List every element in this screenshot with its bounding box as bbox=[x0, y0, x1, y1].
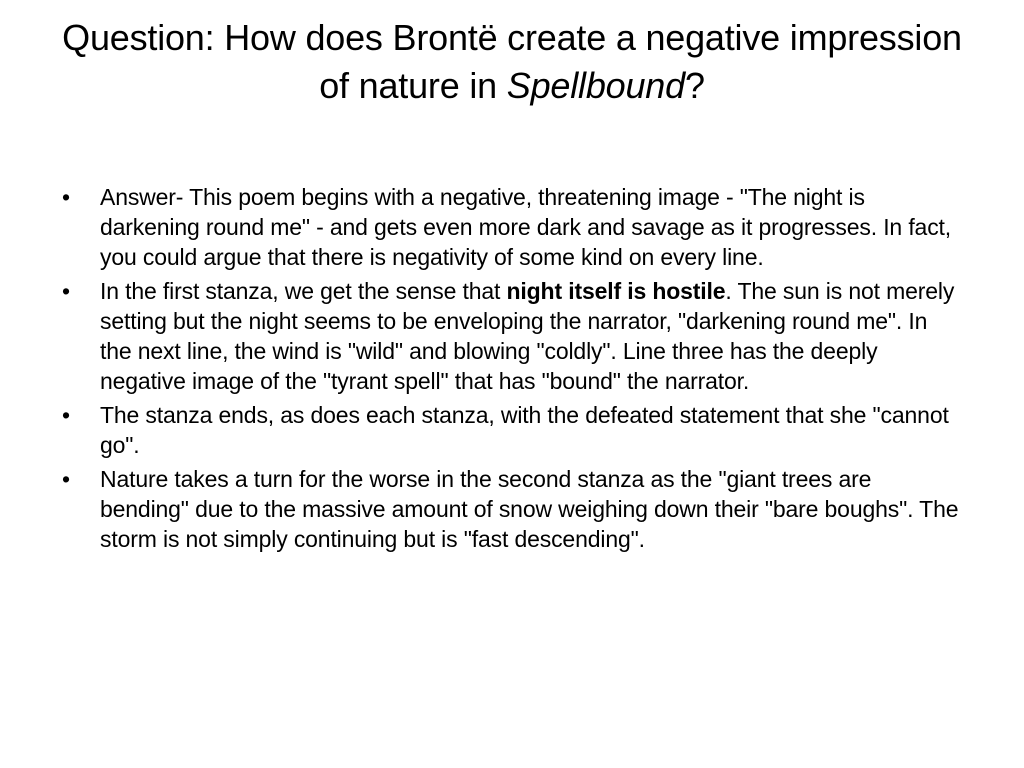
bullet-item-stanza-ends bbox=[60, 400, 965, 460]
bullet-item-second-stanza bbox=[60, 464, 965, 554]
title-italic-text: Spellbound bbox=[506, 65, 685, 106]
bullet-text bbox=[100, 278, 954, 394]
bullet-text: Nature takes a turn for the worse in the second stanza as the "giant trees are bending" due to the massive amount of snow weighing down their "bare boughs". The storm is not simply continuing but is "fast descending". bbox=[100, 466, 959, 552]
bullet-item-first-stanza bbox=[60, 276, 965, 396]
bullet-text: The stanza ends, as does each stanza, with the defeated statement that she "cannot go". bbox=[100, 402, 949, 458]
bullet-item-answer bbox=[60, 182, 965, 272]
bullet-dot-icon: • bbox=[62, 402, 70, 428]
bullet-dot-icon: • bbox=[62, 278, 70, 304]
bullet-text-before: In the first stanza, we get the sense that bbox=[100, 278, 507, 304]
bullet-text: Answer- This poem begins with a negative, threatening image - "The night is darkening round me" - and gets even more dark and savage as it progresses. In fact, you could argue that there is negativity of some kind on every line. bbox=[100, 184, 952, 270]
bullet-text-bold: night itself is hostile bbox=[506, 278, 726, 304]
bullet-dot-icon: • bbox=[62, 184, 70, 210]
title-question-mark: ? bbox=[684, 65, 705, 106]
bullet-dot-icon: • bbox=[62, 466, 70, 492]
bullet-text-after: . The sun is not merely setting but the night seems to be enveloping the narrator, "darkening round me". In the next line, the wind is "wild" and blowing "coldly". Line three has the deeply negative image of the "tyrant spell" that has "bound" the narrator. bbox=[100, 278, 955, 394]
slide-title bbox=[60, 14, 964, 110]
bullet-list bbox=[60, 182, 965, 558]
title-text: Question: How does Brontë create a negative impression of nature in bbox=[62, 17, 962, 106]
